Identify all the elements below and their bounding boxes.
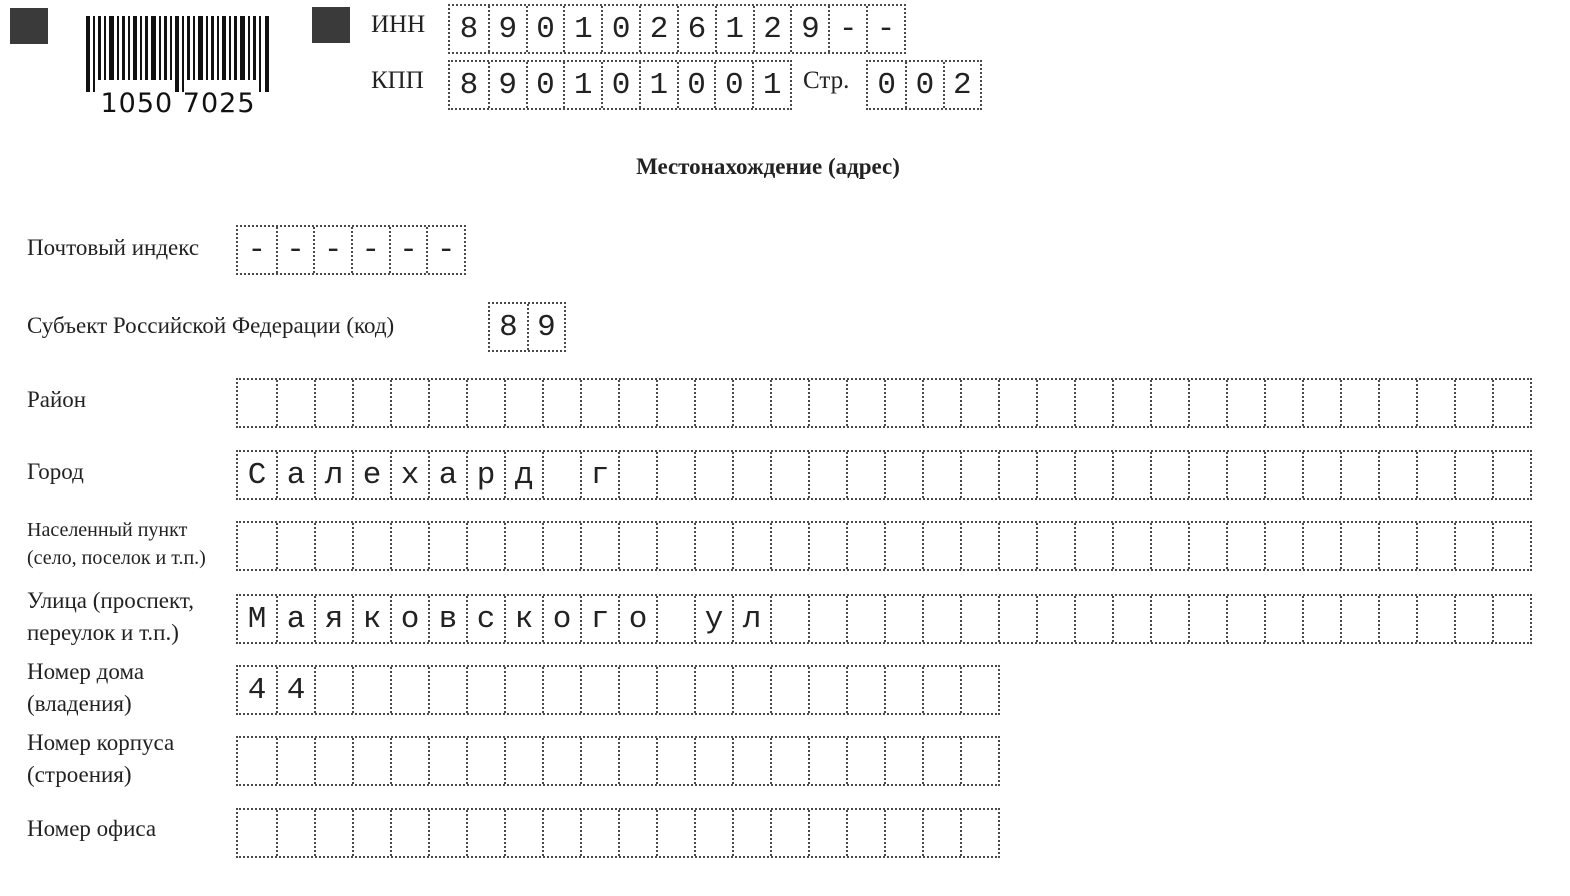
locality-cell[interactable] xyxy=(276,523,314,569)
city-cell[interactable] xyxy=(770,452,808,498)
page-number-cell[interactable]: 0 xyxy=(905,62,942,108)
locality-cell[interactable] xyxy=(960,523,998,569)
locality-label-line2: (село, поселок и т.п.) xyxy=(27,547,206,569)
office-cell[interactable] xyxy=(580,810,618,856)
city-cell[interactable] xyxy=(922,452,960,498)
section-title: Местонахождение (адрес) xyxy=(636,154,900,179)
district-cell[interactable] xyxy=(1074,380,1112,426)
locality-cell[interactable] xyxy=(1302,523,1340,569)
locality-cell[interactable] xyxy=(1340,523,1378,569)
house-cell[interactable] xyxy=(960,667,998,713)
house-cell[interactable] xyxy=(770,667,808,713)
building-cell[interactable] xyxy=(960,738,998,784)
city-cell[interactable] xyxy=(884,452,922,498)
city-cells[interactable] xyxy=(236,450,1532,500)
city-cell[interactable] xyxy=(1112,452,1150,498)
district-cell[interactable] xyxy=(466,380,504,426)
office-cell[interactable] xyxy=(960,810,998,856)
postal-index-cell[interactable]: - xyxy=(389,227,427,273)
locality-cell[interactable] xyxy=(998,523,1036,569)
city-cell[interactable]: е xyxy=(352,452,390,498)
building-cell[interactable] xyxy=(770,738,808,784)
street-cell[interactable] xyxy=(1074,596,1112,642)
office-cell[interactable] xyxy=(884,810,922,856)
locality-cells[interactable] xyxy=(236,521,1532,571)
city-cell[interactable] xyxy=(1074,452,1112,498)
registration-marker-left xyxy=(10,8,48,44)
inn-cell[interactable]: 8 xyxy=(459,11,479,47)
building-cell[interactable] xyxy=(352,738,390,784)
district-cell[interactable] xyxy=(1416,380,1454,426)
district-cell[interactable] xyxy=(504,380,542,426)
inn-cell[interactable]: - xyxy=(866,6,904,52)
street-cell[interactable]: л xyxy=(732,596,770,642)
locality-cell[interactable] xyxy=(618,523,656,569)
house-cell[interactable] xyxy=(428,667,466,713)
locality-label-line1: Населенный пункт xyxy=(27,519,188,541)
building-cell[interactable] xyxy=(846,738,884,784)
inn-label: ИНН xyxy=(371,11,426,38)
street-cell[interactable] xyxy=(808,596,846,642)
district-cell[interactable] xyxy=(238,380,276,426)
street-cell[interactable]: у xyxy=(694,596,732,642)
street-cell[interactable] xyxy=(1036,596,1074,642)
office-cell[interactable] xyxy=(770,810,808,856)
office-cell[interactable] xyxy=(276,810,314,856)
city-cell[interactable] xyxy=(1416,452,1454,498)
district-cell[interactable] xyxy=(656,380,694,426)
office-cell[interactable] xyxy=(352,810,390,856)
office-cell[interactable] xyxy=(618,810,656,856)
street-cell[interactable]: к xyxy=(504,596,542,642)
office-cells[interactable] xyxy=(236,808,1000,858)
kpp-cell[interactable]: 1 xyxy=(752,62,790,108)
building-label-line2: (строения) xyxy=(27,762,132,787)
locality-label xyxy=(27,516,206,572)
inn-cells[interactable] xyxy=(448,4,906,54)
house-cells[interactable] xyxy=(236,665,1000,715)
district-cell[interactable] xyxy=(1454,380,1492,426)
street-cell[interactable] xyxy=(770,596,808,642)
street-cell[interactable]: с xyxy=(466,596,504,642)
street-cell[interactable] xyxy=(1492,596,1530,642)
city-cell[interactable] xyxy=(1340,452,1378,498)
locality-cell[interactable] xyxy=(1454,523,1492,569)
kpp-cell[interactable]: 0 xyxy=(601,62,639,108)
locality-cell[interactable] xyxy=(580,523,618,569)
city-cell[interactable]: р xyxy=(466,452,504,498)
street-cell[interactable] xyxy=(846,596,884,642)
office-cell[interactable] xyxy=(314,810,352,856)
building-cell[interactable] xyxy=(732,738,770,784)
street-cell[interactable]: а xyxy=(276,596,314,642)
city-label: Город xyxy=(27,459,84,484)
page-number-cell[interactable]: 0 xyxy=(877,67,896,103)
locality-cell[interactable] xyxy=(352,523,390,569)
locality-cell[interactable] xyxy=(1378,523,1416,569)
locality-cell[interactable] xyxy=(314,523,352,569)
house-cell[interactable] xyxy=(846,667,884,713)
page-number-cells[interactable] xyxy=(866,60,982,110)
building-cell[interactable] xyxy=(390,738,428,784)
district-cell[interactable] xyxy=(618,380,656,426)
building-label xyxy=(27,727,174,791)
locality-cell[interactable] xyxy=(808,523,846,569)
locality-cell[interactable] xyxy=(504,523,542,569)
district-cell[interactable] xyxy=(694,380,732,426)
barcode xyxy=(86,16,270,92)
city-cell[interactable] xyxy=(1454,452,1492,498)
city-cell[interactable] xyxy=(656,452,694,498)
house-cell[interactable] xyxy=(314,667,352,713)
office-cell[interactable] xyxy=(808,810,846,856)
district-cell[interactable] xyxy=(884,380,922,426)
office-cell[interactable] xyxy=(542,810,580,856)
inn-cell[interactable]: - xyxy=(828,6,866,52)
street-cell[interactable] xyxy=(998,596,1036,642)
district-label: Район xyxy=(27,387,87,412)
district-cell[interactable] xyxy=(998,380,1036,426)
building-cell[interactable] xyxy=(580,738,618,784)
street-cell[interactable]: о xyxy=(542,596,580,642)
locality-cell[interactable] xyxy=(466,523,504,569)
district-cell[interactable] xyxy=(808,380,846,426)
district-cell[interactable] xyxy=(428,380,466,426)
city-cell[interactable] xyxy=(1036,452,1074,498)
district-cell[interactable] xyxy=(1492,380,1530,426)
inn-cell[interactable]: 0 xyxy=(601,6,639,52)
locality-cell[interactable] xyxy=(694,523,732,569)
building-cell[interactable] xyxy=(542,738,580,784)
postal-index-cell[interactable]: - xyxy=(351,227,389,273)
office-cell[interactable] xyxy=(428,810,466,856)
building-cell[interactable] xyxy=(922,738,960,784)
district-cell[interactable] xyxy=(542,380,580,426)
district-cell[interactable] xyxy=(352,380,390,426)
city-cell[interactable] xyxy=(694,452,732,498)
city-cell[interactable]: а xyxy=(276,452,314,498)
city-cell[interactable] xyxy=(1150,452,1188,498)
district-cells[interactable] xyxy=(236,378,1532,428)
house-cell[interactable] xyxy=(390,667,428,713)
city-cell[interactable] xyxy=(1264,452,1302,498)
postal-index-cell[interactable]: - xyxy=(313,227,351,273)
house-cell[interactable] xyxy=(694,667,732,713)
district-cell[interactable] xyxy=(1340,380,1378,426)
inn-cell[interactable]: 1 xyxy=(563,6,601,52)
locality-cell[interactable] xyxy=(1416,523,1454,569)
street-cell[interactable] xyxy=(1226,596,1264,642)
city-cell[interactable]: х xyxy=(390,452,428,498)
house-label xyxy=(27,656,144,720)
kpp-cell[interactable]: 0 xyxy=(526,62,564,108)
district-cell[interactable] xyxy=(1226,380,1264,426)
street-cell[interactable] xyxy=(1188,596,1226,642)
city-cell[interactable] xyxy=(542,452,580,498)
building-cell[interactable] xyxy=(884,738,922,784)
locality-cell[interactable] xyxy=(1492,523,1530,569)
street-cell[interactable] xyxy=(1112,596,1150,642)
locality-cell[interactable] xyxy=(542,523,580,569)
city-cell[interactable]: г xyxy=(580,452,618,498)
house-cell[interactable] xyxy=(466,667,504,713)
house-cell[interactable] xyxy=(656,667,694,713)
office-cell[interactable] xyxy=(656,810,694,856)
district-cell[interactable] xyxy=(1378,380,1416,426)
street-cell[interactable] xyxy=(1302,596,1340,642)
kpp-label: КПП xyxy=(371,67,424,94)
district-cell[interactable] xyxy=(960,380,998,426)
locality-cell[interactable] xyxy=(1150,523,1188,569)
house-cell[interactable] xyxy=(580,667,618,713)
region-code-cell[interactable]: 8 xyxy=(499,309,518,345)
house-cell[interactable]: 4 xyxy=(276,667,314,713)
locality-cell[interactable] xyxy=(1074,523,1112,569)
street-cell[interactable]: г xyxy=(580,596,618,642)
region-code-cells[interactable] xyxy=(488,302,566,352)
building-cells[interactable] xyxy=(236,736,1000,786)
street-cell[interactable]: о xyxy=(390,596,428,642)
building-cell[interactable] xyxy=(504,738,542,784)
building-cell[interactable] xyxy=(466,738,504,784)
building-cell[interactable] xyxy=(314,738,352,784)
registration-marker-right xyxy=(312,7,350,43)
district-cell[interactable] xyxy=(1112,380,1150,426)
locality-cell[interactable] xyxy=(1112,523,1150,569)
page-label: Стр. xyxy=(803,67,850,94)
district-cell[interactable] xyxy=(1036,380,1074,426)
locality-cell[interactable] xyxy=(732,523,770,569)
kpp-cell[interactable]: 1 xyxy=(563,62,601,108)
street-cell[interactable] xyxy=(1340,596,1378,642)
city-cell[interactable] xyxy=(1302,452,1340,498)
region-code-cell[interactable]: 9 xyxy=(527,304,564,350)
office-cell[interactable] xyxy=(732,810,770,856)
house-cell[interactable] xyxy=(808,667,846,713)
house-cell[interactable] xyxy=(618,667,656,713)
district-cell[interactable] xyxy=(1150,380,1188,426)
inn-cell[interactable]: 2 xyxy=(639,6,677,52)
building-cell[interactable] xyxy=(694,738,732,784)
street-cell[interactable] xyxy=(1416,596,1454,642)
house-label-line1: Номер дома xyxy=(27,659,145,684)
inn-cell[interactable]: 6 xyxy=(677,6,715,52)
city-cell[interactable] xyxy=(732,452,770,498)
city-cell[interactable]: а xyxy=(428,452,466,498)
building-label-line1: Номер корпуса xyxy=(27,730,175,755)
locality-cell[interactable] xyxy=(1264,523,1302,569)
city-cell[interactable] xyxy=(1226,452,1264,498)
street-cell[interactable]: М xyxy=(247,601,267,637)
locality-cell[interactable] xyxy=(1036,523,1074,569)
building-cell[interactable] xyxy=(428,738,466,784)
house-cell[interactable] xyxy=(504,667,542,713)
street-cell[interactable] xyxy=(960,596,998,642)
building-cell[interactable] xyxy=(618,738,656,784)
barcode-number: 1050 7025 xyxy=(100,88,256,119)
city-cell[interactable] xyxy=(618,452,656,498)
house-cell[interactable] xyxy=(884,667,922,713)
district-cell[interactable] xyxy=(276,380,314,426)
street-cells[interactable] xyxy=(236,594,1532,644)
office-cell[interactable] xyxy=(390,810,428,856)
building-cell[interactable] xyxy=(238,738,276,784)
city-cell[interactable] xyxy=(960,452,998,498)
district-cell[interactable] xyxy=(922,380,960,426)
district-cell[interactable] xyxy=(1264,380,1302,426)
city-cell[interactable]: л xyxy=(314,452,352,498)
street-cell[interactable]: к xyxy=(352,596,390,642)
office-label: Номер офиса xyxy=(27,816,157,841)
district-cell[interactable] xyxy=(732,380,770,426)
house-cell[interactable] xyxy=(922,667,960,713)
city-cell[interactable] xyxy=(808,452,846,498)
district-cell[interactable] xyxy=(314,380,352,426)
street-cell[interactable] xyxy=(884,596,922,642)
street-cell[interactable] xyxy=(1150,596,1188,642)
locality-cell[interactable] xyxy=(1226,523,1264,569)
postal-index-cell[interactable]: - xyxy=(247,232,267,268)
postal-index-cell[interactable]: - xyxy=(426,227,464,273)
office-cell[interactable] xyxy=(846,810,884,856)
kpp-cells[interactable] xyxy=(448,60,792,110)
city-cell[interactable] xyxy=(846,452,884,498)
postal-index-cell[interactable]: - xyxy=(276,227,314,273)
district-cell[interactable] xyxy=(1188,380,1226,426)
building-cell[interactable] xyxy=(808,738,846,784)
city-cell[interactable] xyxy=(1188,452,1226,498)
kpp-cell[interactable]: 0 xyxy=(677,62,715,108)
kpp-cell[interactable]: 1 xyxy=(639,62,677,108)
street-cell[interactable] xyxy=(1264,596,1302,642)
street-cell[interactable] xyxy=(922,596,960,642)
district-cell[interactable] xyxy=(1302,380,1340,426)
city-cell[interactable] xyxy=(1492,452,1530,498)
office-cell[interactable] xyxy=(466,810,504,856)
inn-cell[interactable]: 1 xyxy=(715,6,753,52)
house-cell[interactable]: 4 xyxy=(247,672,267,708)
district-cell[interactable] xyxy=(390,380,428,426)
house-cell[interactable] xyxy=(732,667,770,713)
inn-cell[interactable]: 9 xyxy=(488,6,526,52)
city-cell[interactable]: д xyxy=(504,452,542,498)
house-cell[interactable] xyxy=(542,667,580,713)
inn-cell[interactable]: 0 xyxy=(526,6,564,52)
inn-cell[interactable]: 9 xyxy=(790,6,828,52)
district-cell[interactable] xyxy=(580,380,618,426)
street-cell[interactable]: я xyxy=(314,596,352,642)
locality-cell[interactable] xyxy=(656,523,694,569)
kpp-cell[interactable]: 0 xyxy=(714,62,752,108)
street-label-line2: переулок и т.п.) xyxy=(27,620,179,645)
region-code-label: Субъект Российской Федерации (код) xyxy=(27,313,395,338)
kpp-cell[interactable]: 8 xyxy=(459,67,479,103)
inn-cell[interactable]: 2 xyxy=(753,6,791,52)
building-cell[interactable] xyxy=(656,738,694,784)
office-cell[interactable] xyxy=(922,810,960,856)
street-label-line1: Улица (проспект, xyxy=(27,588,194,613)
district-cell[interactable] xyxy=(770,380,808,426)
street-cell[interactable]: о xyxy=(618,596,656,642)
house-label-line2: (владения) xyxy=(27,691,132,716)
postal-index-cells[interactable] xyxy=(236,225,466,275)
city-cell[interactable] xyxy=(998,452,1036,498)
street-cell[interactable] xyxy=(656,596,694,642)
street-cell[interactable] xyxy=(1378,596,1416,642)
locality-cell[interactable] xyxy=(428,523,466,569)
page-number-cell[interactable]: 2 xyxy=(943,62,980,108)
locality-cell[interactable] xyxy=(1188,523,1226,569)
locality-cell[interactable] xyxy=(846,523,884,569)
street-cell[interactable] xyxy=(1454,596,1492,642)
street-label xyxy=(27,585,194,649)
office-cell[interactable] xyxy=(238,810,276,856)
locality-cell[interactable] xyxy=(922,523,960,569)
locality-cell[interactable] xyxy=(770,523,808,569)
city-cell[interactable] xyxy=(1378,452,1416,498)
building-cell[interactable] xyxy=(276,738,314,784)
office-cell[interactable] xyxy=(504,810,542,856)
kpp-cell[interactable]: 9 xyxy=(488,62,526,108)
office-cell[interactable] xyxy=(694,810,732,856)
city-cell[interactable]: С xyxy=(247,457,267,493)
locality-cell[interactable] xyxy=(390,523,428,569)
street-cell[interactable]: в xyxy=(428,596,466,642)
locality-cell[interactable] xyxy=(884,523,922,569)
district-cell[interactable] xyxy=(846,380,884,426)
locality-cell[interactable] xyxy=(238,523,276,569)
postal-index-label: Почтовый индекс xyxy=(27,235,200,260)
house-cell[interactable] xyxy=(352,667,390,713)
